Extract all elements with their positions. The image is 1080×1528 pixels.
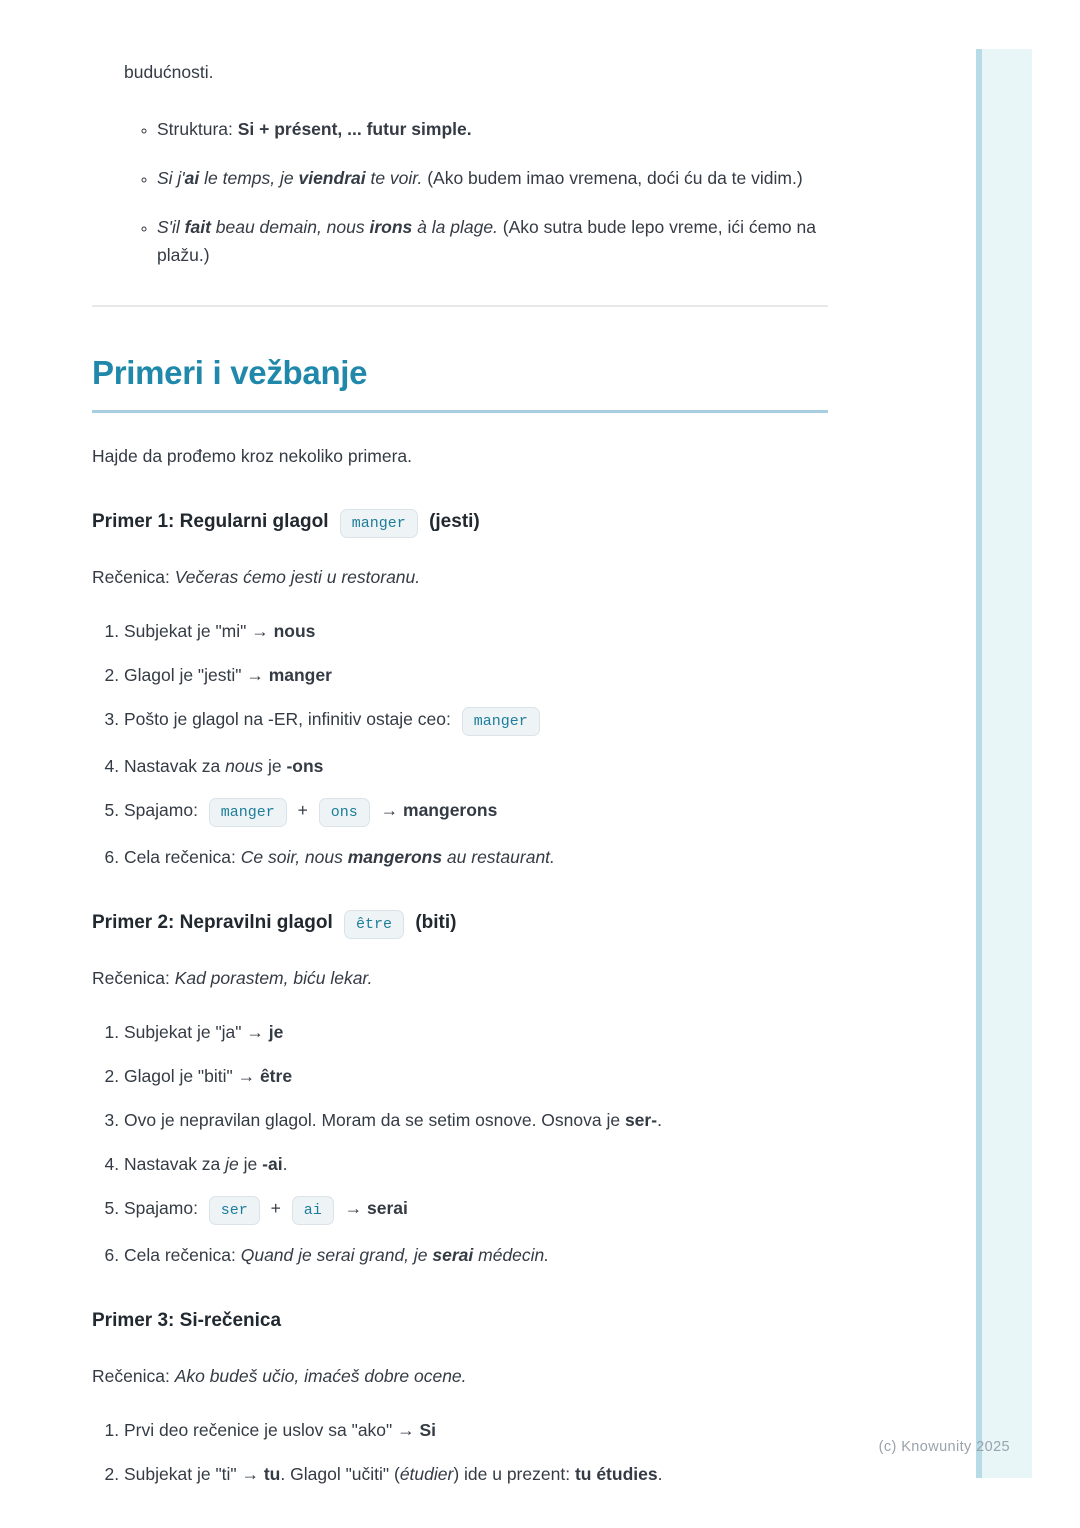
example-2-heading [92, 907, 828, 939]
text-segment: S'il [157, 217, 185, 237]
code-chip: manger [340, 509, 418, 538]
text-segment: Primer 2: Nepravilni glagol [92, 912, 339, 933]
text-segment: Si + présent, ... futur simple. [237, 119, 472, 139]
text-segment: -ai [262, 1154, 283, 1174]
text-segment: tu [263, 1464, 281, 1484]
step-item [124, 1416, 828, 1444]
step-item [124, 1018, 828, 1046]
text-segment: Ako budeš učio, imaćeš dobre ocene. [174, 1366, 467, 1386]
text-segment: Subjekat je "ja" → [124, 1022, 269, 1042]
step-item [124, 1062, 828, 1090]
example-2-sentence [92, 964, 828, 992]
text-segment: Cela rečenica: [124, 1245, 241, 1265]
text-segment: étudier [399, 1464, 454, 1484]
text-segment: Rečenica: [92, 567, 175, 587]
text-segment: médecin. [473, 1245, 550, 1265]
text-segment: Struktura: [157, 119, 238, 139]
side-panel [976, 49, 1032, 1478]
bullet-item [157, 164, 828, 192]
text-segment: Rečenica: [92, 968, 175, 988]
text-segment: (Ako sutra bude lepo vreme, ići ćemo na plažu.) [157, 217, 816, 265]
text-segment: fait [184, 217, 211, 237]
code-chip: ai [292, 1196, 334, 1225]
text-segment: je [268, 1022, 284, 1042]
text-segment: Rečenica: [92, 1366, 175, 1386]
text-segment: Kad porastem, biću lekar. [174, 968, 373, 988]
bullet-item [157, 115, 828, 143]
example-3-steps [92, 1416, 828, 1488]
step-item [124, 1106, 828, 1134]
text-segment: (biti) [410, 912, 457, 933]
text-segment: -ons [286, 756, 324, 776]
step-item [124, 796, 828, 827]
text-segment: manger [268, 665, 332, 685]
text-segment: Spajamo: [124, 1198, 203, 1218]
text-segment: nous [225, 756, 264, 776]
text-segment: + [265, 1198, 286, 1218]
text-segment: Cela rečenica: [124, 847, 241, 867]
text-segment: te voir. [365, 168, 423, 188]
text-segment: + [292, 800, 313, 820]
text-segment: . [282, 1154, 288, 1174]
text-segment: Spajamo: [124, 800, 203, 820]
intro-bullet-list [92, 115, 828, 269]
text-segment: (Ako budem imao vremena, doći ću da te vidim.) [422, 168, 803, 188]
step-item [124, 1194, 828, 1225]
bullet-item [157, 213, 828, 269]
paragraph-continuation: budućnosti. [124, 62, 214, 82]
text-segment: nous [273, 621, 316, 641]
code-chip: manger [462, 707, 540, 736]
text-segment: Primer 3: Si-rečenica [92, 1310, 282, 1331]
step-item [124, 705, 828, 736]
example-3-heading [92, 1305, 828, 1337]
text-segment: irons [369, 217, 413, 237]
text-segment: être [259, 1066, 293, 1086]
code-chip: ons [319, 798, 370, 827]
example-1-sentence [92, 563, 828, 591]
text-segment: ai [184, 168, 200, 188]
step-item [124, 1150, 828, 1178]
text-segment: je [238, 1154, 263, 1174]
text-segment: . [657, 1110, 662, 1130]
step-item [124, 1241, 828, 1269]
lead-paragraph: Hajde da prođemo kroz nekoliko primera. [92, 446, 413, 466]
text-segment: Prvi deo rečenice je uslov sa "ako" → [124, 1420, 420, 1440]
text-segment: . Glagol "učiti" ( [280, 1464, 400, 1484]
text-segment: Pošto je glagol na -ER, infinitiv ostaje ceo: [124, 709, 456, 729]
section-divider [92, 305, 828, 307]
text-segment: ) ide u prezent: [453, 1464, 575, 1484]
section-title: Primeri i vežbanje [92, 353, 828, 413]
text-segment: le temps, je [199, 168, 299, 188]
step-item [124, 617, 828, 645]
text-segment: viendrai [298, 168, 366, 188]
text-segment: Nastavak za [124, 1154, 226, 1174]
text-segment: Si [419, 1420, 437, 1440]
example-3-sentence [92, 1362, 828, 1390]
text-segment: Subjekat je "mi" → [124, 621, 274, 641]
text-segment: mangerons [347, 847, 443, 867]
text-segment: Quand je serai grand, je [240, 1245, 433, 1265]
text-segment: serai [367, 1198, 408, 1218]
text-segment: tu étudies [574, 1464, 658, 1484]
text-segment: Glagol je "biti" → [124, 1066, 260, 1086]
text-segment: serai [432, 1245, 474, 1265]
step-item [124, 752, 828, 780]
step-item [124, 843, 828, 871]
step-item [124, 661, 828, 689]
text-segment: beau demain, nous [210, 217, 370, 237]
code-chip: ser [209, 1196, 260, 1225]
text-segment: . [657, 1464, 663, 1484]
code-chip: être [344, 910, 404, 939]
example-1-heading [92, 506, 828, 538]
text-segment: Glagol je "jesti" → [124, 665, 269, 685]
text-segment: Primer 1: Regularni glagol [92, 511, 334, 532]
text-segment: Nastavak za [124, 756, 226, 776]
text-segment: je [225, 1154, 239, 1174]
example-2-steps [92, 1018, 828, 1269]
text-segment: Večeras ćemo jesti u restoranu. [174, 567, 421, 587]
text-segment: Ovo je nepravilan glagol. Moram da se setim osnove. Osnova je [124, 1110, 625, 1130]
text-segment: à la plage. [412, 217, 498, 237]
text-segment: au restaurant. [442, 847, 555, 867]
code-chip: manger [209, 798, 287, 827]
text-segment: → [339, 1198, 368, 1218]
text-segment: → [375, 800, 404, 820]
text-segment: mangerons [403, 800, 498, 820]
document-content [92, 0, 828, 1504]
example-1-steps [92, 617, 828, 871]
text-segment: Si j' [157, 168, 185, 188]
text-segment: ser- [624, 1110, 658, 1130]
text-segment: Subjekat je "ti" → [124, 1464, 264, 1484]
watermark: (c) Knowunity 2025 [878, 1439, 1010, 1455]
text-segment: je [263, 756, 287, 776]
step-item [124, 1460, 828, 1488]
text-segment: Ce soir, nous [240, 847, 348, 867]
text-segment: (jesti) [423, 511, 480, 532]
